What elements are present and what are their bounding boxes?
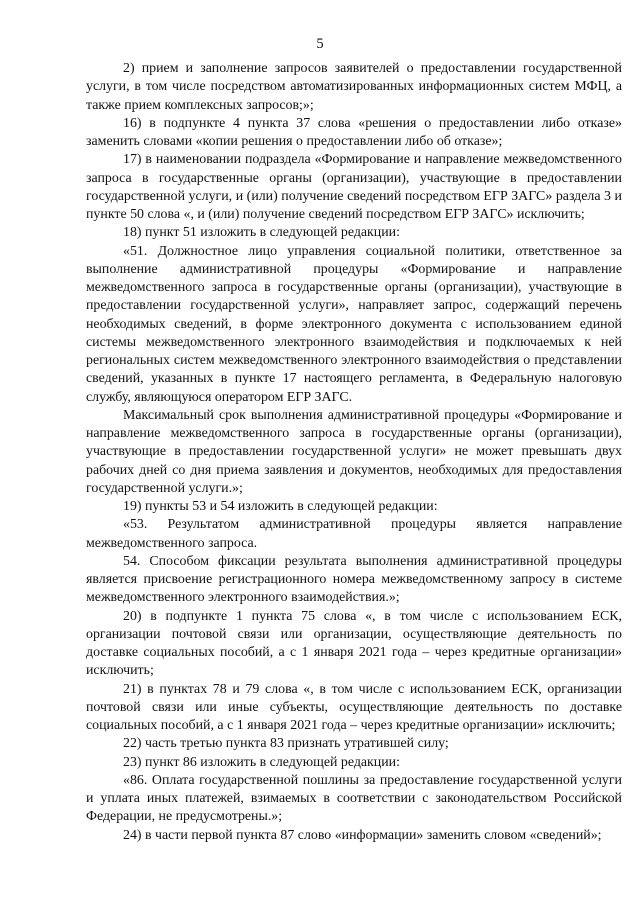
paragraph-24: 24) в части первой пункта 87 слово «информации» заменить словом «сведений»; xyxy=(123,827,602,843)
paragraph-19: 19) пункты 53 и 54 изложить в следующей редакции: xyxy=(123,499,438,514)
paragraph-86-quote: «86. Оплата государственной пошлины за предоставление государственной услуги и уплата иных платежей, взимаемых в соответствии с законодательством Российской Федерации, не предусмотрены.»; xyxy=(86,772,622,825)
paragraph-21: 21) в пунктах 78 и 79 слова «, в том числе с использованием ЕСК, организации почтовой связи или иные субъекты, осуществляющие деятельность по доставке социальных пособий, а с 1 января 2021 года – через кредитные организации» исключить; xyxy=(86,681,622,733)
paragraph-16: 16) в подпункте 4 пункта 37 слова «решения о предоставлении либо отказе» заменить словами «копии решения о предоставлении либо об отказе»; xyxy=(86,115,622,149)
paragraph-18: 18) пункт 51 изложить в следующей редакции: xyxy=(123,225,400,241)
paragraph-22: 22) часть третью пункта 83 признать утратившей силу; xyxy=(123,736,449,752)
page-number: 5 xyxy=(316,36,324,52)
paragraph-17: 17) в наименовании подраздела «Формирование и направление межведомственного запроса в государственные органы (организации), участвующие в предоставлении государственной услуги, и (или) получение сведений посредством ЕГР ЗАГС» раздела 3 и пункте 50 слова «, и (или) получение сведений посредством ЕГР ЗАГС» исключить; xyxy=(86,152,622,222)
paragraph-item-2: 2) прием и заполнение запросов заявителей о предоставлении государственной услуги, в том числе посредством автоматизированных информационных систем МФЦ, а также прием комплексных запросов;»; xyxy=(86,61,622,113)
paragraph-23: 23) пункт 86 изложить в следующей редакции: xyxy=(123,754,400,770)
paragraph-max-term: Максимальный срок выполнения административной процедуры «Формирование и направление межведомственного запроса в государственные органы (организации), участвующие в предоставлении государственной услуги» не может превышать двух рабочих дней со дня приема заявления и документов, необходимых для предоставления государственной услуги.»; xyxy=(86,407,622,496)
paragraph-54-quote: 54. Способом фиксации результата выполнения административной процедуры является присвоение регистрационного номера межведомственному запросу в системе межведомственного электронного взаимодействия.»; xyxy=(86,553,622,606)
paragraph-51-quote: «51. Должностное лицо управления социальной политики, ответственное за выполнение административной процедуры «Формирование и направление межведомственного запроса в государственные органы (организации), участвующие в предоставлении государственной услуги», направляет запрос, содержащий перечень необходимых сведений, в форме электронного документа с использованием единой системы межведомственного электронного взаимодействия и подключаемых к ней региональных систем межведомственного электронного взаимодействия о представлении сведений, указанных в пункте 17 настоящего регламента, в Федеральную налоговую службу, являющуюся оператором ЕГР ЗАГС. xyxy=(86,243,622,405)
paragraph-20: 20) в подпункте 1 пункта 75 слова «, в том числе с использованием ЕСК, организации почтовой связи или организации, осуществляющие деятельность по доставке социальных пособий, а с 1 января 2021 года – через кредитные организации» исключить; xyxy=(86,608,622,679)
document-body xyxy=(86,60,622,845)
paragraph-53-quote: «53. Результатом административной процедуры является направление межведомственного запроса. xyxy=(86,517,622,551)
